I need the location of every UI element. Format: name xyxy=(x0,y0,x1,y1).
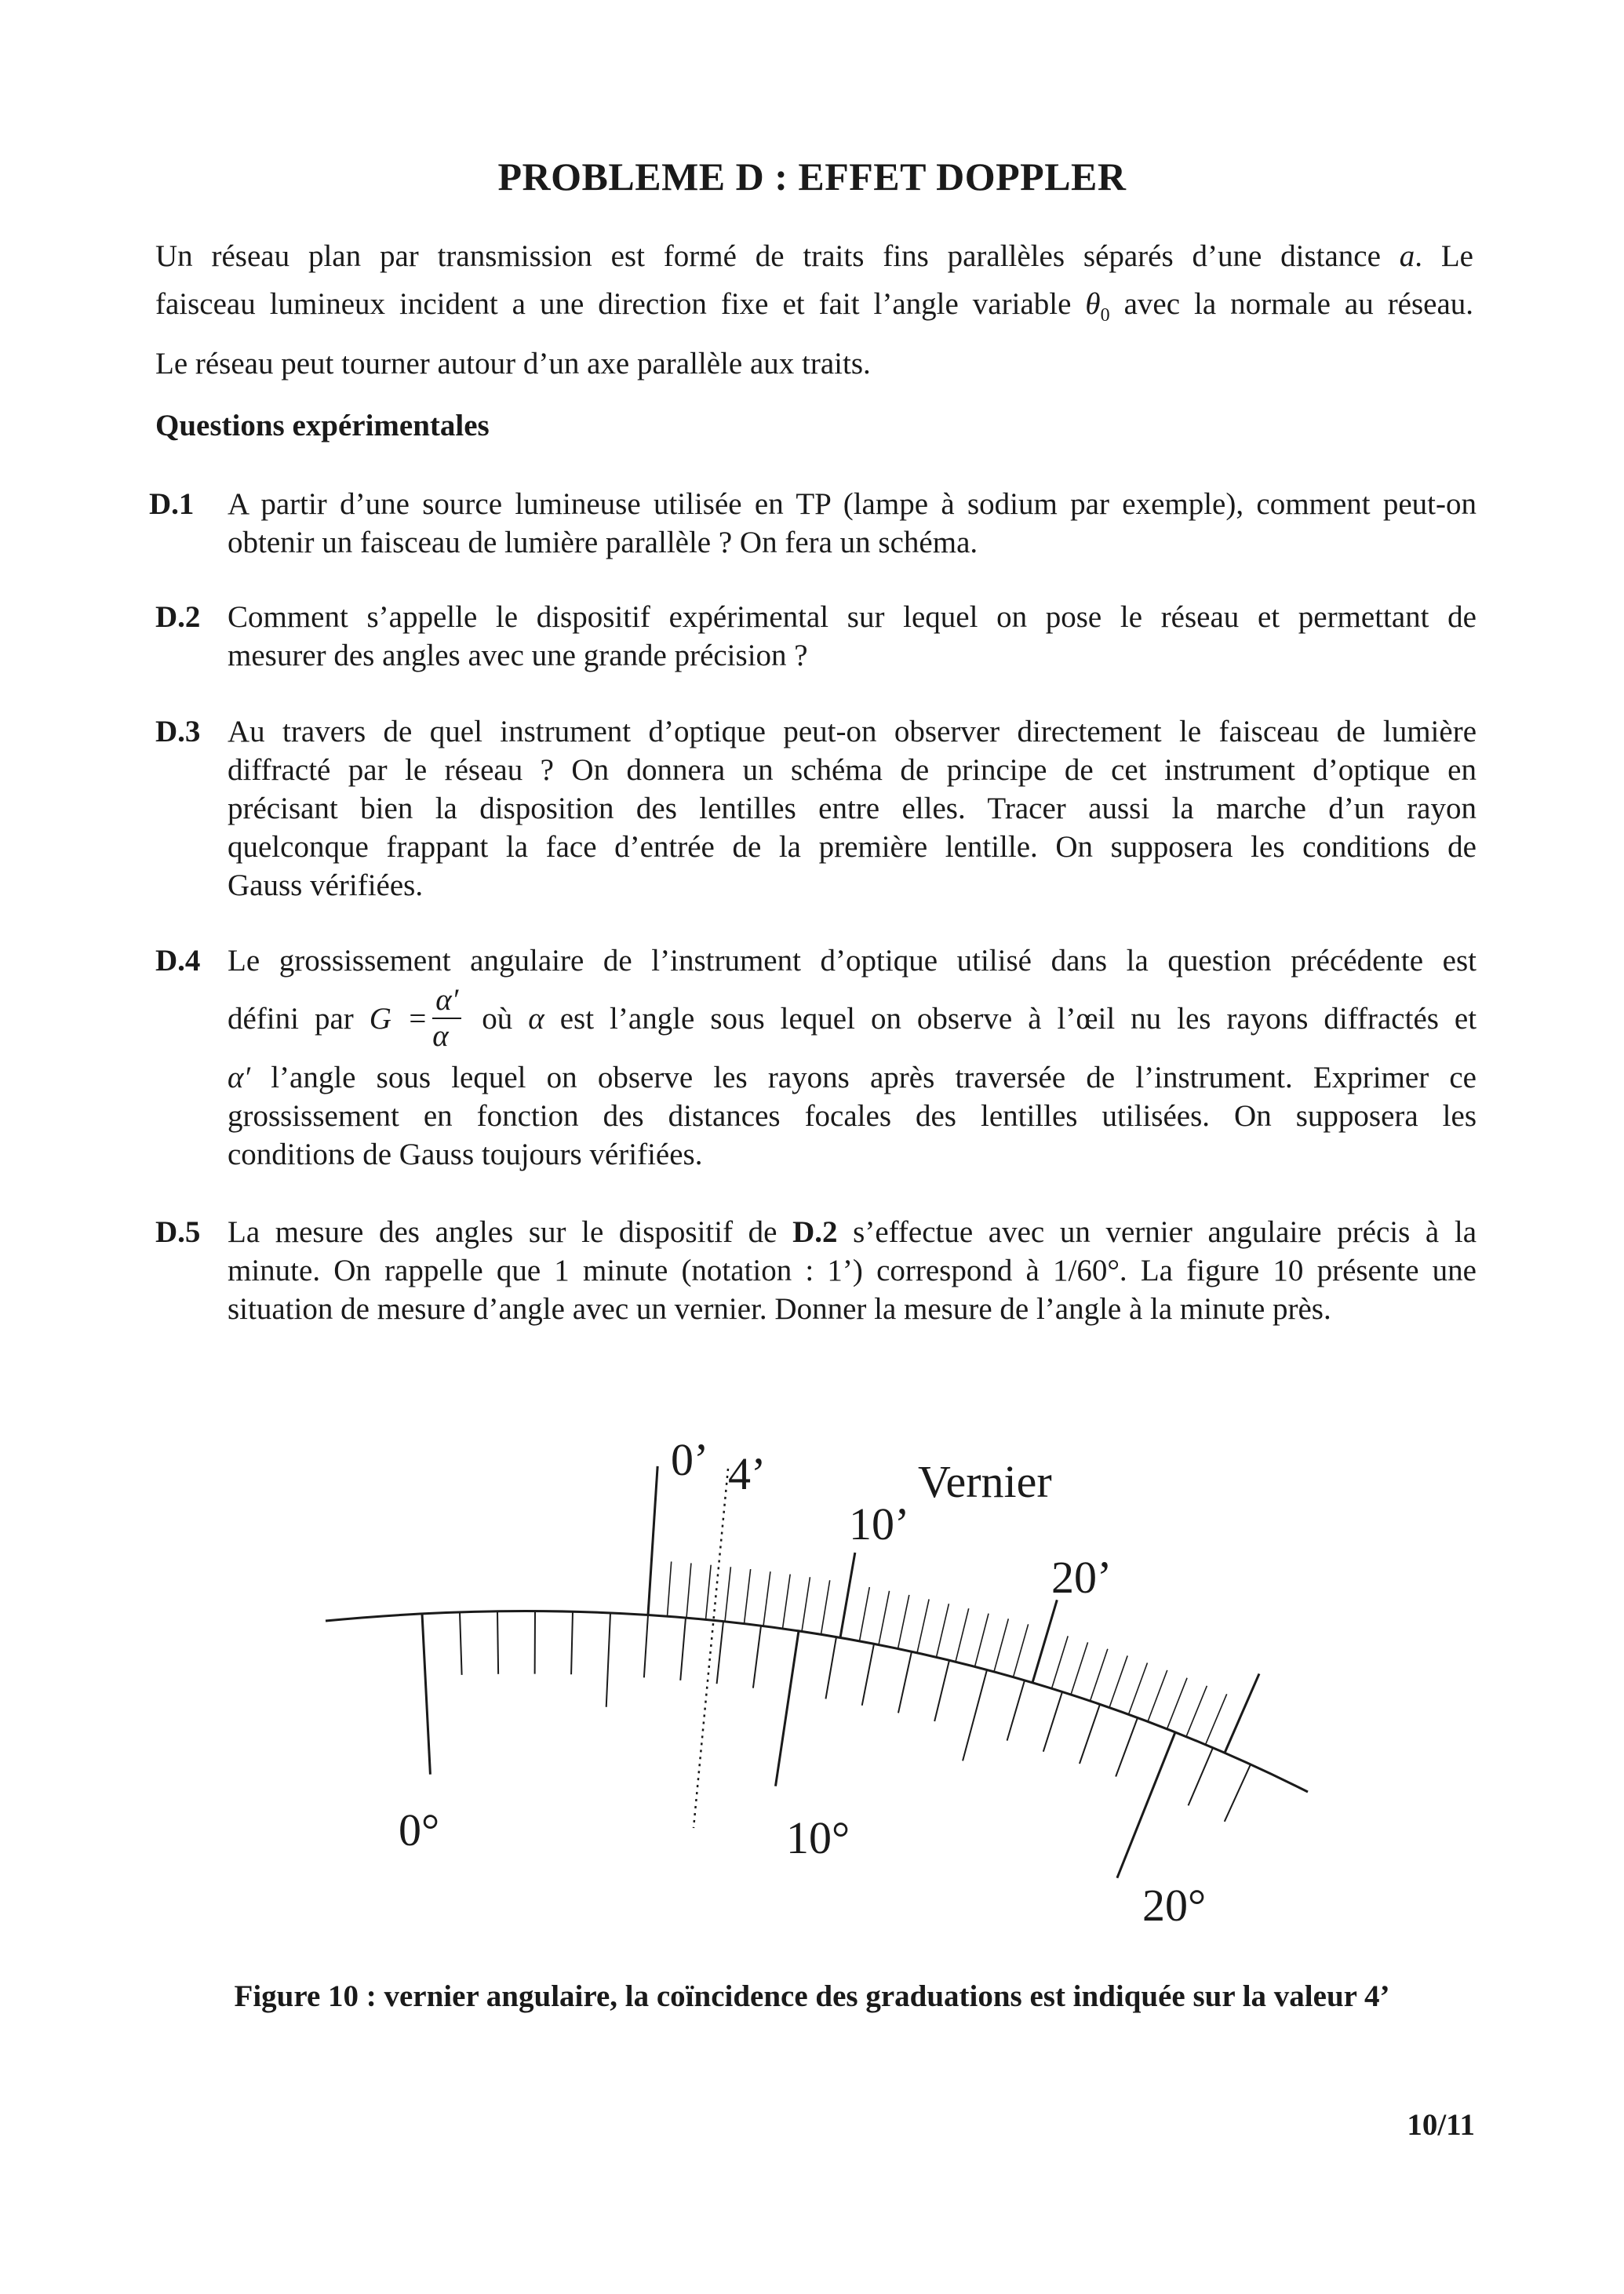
vernier-label-4: 4’ xyxy=(728,1448,766,1499)
main-label-20: 20° xyxy=(1142,1880,1207,1931)
vernier-major-tick xyxy=(648,1466,657,1615)
vernier-minor-tick xyxy=(668,1561,672,1616)
vernier-minor-tick xyxy=(725,1567,730,1622)
main-minor-tick xyxy=(644,1615,648,1678)
main-minor-tick xyxy=(571,1611,573,1674)
vernier-label-10: 10’ xyxy=(849,1498,910,1549)
main-minor-tick xyxy=(497,1611,498,1674)
vernier-minor-tick xyxy=(783,1575,791,1629)
main-minor-tick xyxy=(460,1612,462,1675)
main-minor-tick xyxy=(1225,1764,1251,1822)
main-major-tick xyxy=(1117,1732,1175,1878)
question-line: minute. On rappelle que 1 minute (notation : 1’) correspond à 1/60°. La figure 10 présente une xyxy=(228,1254,1477,1287)
main-minor-tick xyxy=(680,1618,686,1680)
main-minor-tick xyxy=(934,1660,949,1721)
vernier-minor-tick xyxy=(1206,1694,1227,1745)
vernier-minor-tick xyxy=(917,1599,929,1652)
vernier-minor-tick xyxy=(745,1569,751,1624)
page-title: PROBLEME D : EFFET DOPPLER xyxy=(497,155,1127,198)
vernier-minor-tick xyxy=(860,1587,870,1641)
question-line: Le grossissement angulaire de l’instrument d’optique utilisé dans la question précédente est xyxy=(228,944,1477,978)
vernier-minor-tick xyxy=(1052,1636,1069,1688)
question-line: A partir d’une source lumineuse utilisée en TP (lampe à sodium par exemple), comment peut-on xyxy=(228,487,1477,521)
main-minor-tick xyxy=(717,1622,723,1684)
question-number: D.3 xyxy=(155,715,201,748)
vernier-minor-tick xyxy=(994,1619,1008,1672)
vernier-label-0: 0’ xyxy=(671,1434,709,1485)
formula-fraction: $\frac{\alpha'}{\alpha}$ xyxy=(432,983,461,1054)
question-line: précisant bien la disposition des lentilles entre elles. Tracer aussi la marche d’un rayon xyxy=(228,792,1477,825)
intro-line-3: Le réseau peut tourner autour d’un axe parallèle aux traits. xyxy=(155,346,871,381)
main-minor-tick xyxy=(606,1613,610,1707)
main-minor-tick xyxy=(1007,1680,1025,1741)
section-title: Questions expérimentales xyxy=(155,409,490,442)
question-line: obtenir un faisceau de lumière parallèle ? On fera un schéma. xyxy=(228,526,978,559)
question-line: quelconque frappant la face d’entrée de la première lentille. On supposera les conditions de xyxy=(228,830,1477,864)
main-minor-tick xyxy=(825,1637,836,1699)
intro-line-2: faisceau lumineux incident a une direction fixe et fait l’angle variable $\theta_0$ avec la normale au réseau. xyxy=(155,287,1474,326)
vernier-major-tick xyxy=(840,1553,855,1637)
vernier-minor-tick xyxy=(975,1614,989,1667)
question-line: conditions de Gauss toujours vérifiées. xyxy=(228,1138,703,1171)
main-minor-tick xyxy=(1116,1717,1138,1776)
main-minor-tick xyxy=(1043,1691,1062,1751)
question-line: Au travers de quel instrument d’optique peut-on observer directement le faisceau de lumière xyxy=(228,715,1477,748)
question-line: mesurer des angles avec une grande précision ? xyxy=(228,639,808,672)
main-major-tick xyxy=(422,1614,430,1775)
figure-caption: Figure 10 : vernier angulaire, la coïncidence des graduations est indiquée sur la valeur 4’ xyxy=(234,1979,1390,2013)
vernier-minor-tick xyxy=(1129,1662,1148,1714)
vernier-minor-tick xyxy=(1071,1642,1088,1695)
question-line: grossissement en fonction des distances focales des lentilles utilisées. On supposera les xyxy=(228,1099,1477,1133)
vernier-minor-tick xyxy=(821,1580,830,1634)
main-label-10: 10° xyxy=(786,1812,850,1863)
question-number: D.5 xyxy=(155,1215,201,1249)
main-label-0: 0° xyxy=(399,1804,440,1855)
formula-lhs: G = xyxy=(369,1002,428,1036)
page-number: 10/11 xyxy=(1407,2108,1475,2142)
main-minor-tick xyxy=(898,1651,912,1713)
vernier-minor-tick xyxy=(1167,1678,1188,1729)
vernier-minor-tick xyxy=(879,1591,890,1645)
question-number: D.4 xyxy=(155,944,201,978)
question-line: α′ l’angle sous lequel on observe les rayons après traversée de l’instrument. Exprimer ce xyxy=(228,1061,1477,1094)
vernier-major-tick xyxy=(1032,1600,1057,1682)
vernier-minor-tick xyxy=(1186,1686,1207,1737)
question-line: La mesure des angles sur le dispositif de D.2 s’effectue avec un vernier angulaire précis à la xyxy=(228,1215,1477,1249)
vernier-minor-tick xyxy=(763,1571,770,1626)
vernier-label-20: 20’ xyxy=(1051,1552,1112,1603)
question-line: diffracté par le réseau ? On donnera un schéma de principe de cet instrument d’optique en xyxy=(228,753,1477,787)
question-number: D.1 xyxy=(149,487,195,521)
vernier-minor-tick xyxy=(802,1577,810,1631)
question-line: Gauss vérifiées. xyxy=(228,868,424,902)
vernier-major-tick xyxy=(1225,1673,1259,1753)
vernier-minor-tick xyxy=(898,1595,909,1649)
question-line: Comment s’appelle le dispositif expérimental sur lequel on pose le réseau et permettant de xyxy=(228,600,1477,634)
vernier-minor-tick xyxy=(706,1565,712,1620)
intro-line-1: Un réseau plan par transmission est formé de traits fins parallèles séparés d’une distance a. Le xyxy=(155,239,1473,273)
main-minor-tick xyxy=(753,1626,761,1688)
question-line: situation de mesure d’angle avec un vernier. Donner la mesure de l’angle à la minute près. xyxy=(228,1292,1331,1326)
main-major-tick xyxy=(776,1631,799,1786)
main-minor-tick xyxy=(963,1670,987,1761)
vernier-minor-tick xyxy=(1014,1624,1029,1677)
question-line-formula: défini par G = $\frac{\alpha'}{\alpha}$ où α est l’angle sous lequel on observe à l’œil nu les rayons diffractés et xyxy=(228,983,1477,1054)
vernier-arc xyxy=(326,1611,1308,1792)
vernier-title: Vernier xyxy=(918,1456,1052,1507)
vernier-scale-ticks xyxy=(648,1466,1259,1753)
vernier-minor-tick xyxy=(956,1608,969,1662)
vernier-minor-tick xyxy=(1091,1649,1108,1701)
question-number: D.2 xyxy=(155,600,201,634)
main-minor-tick xyxy=(1080,1704,1100,1764)
coincidence-dotted-line xyxy=(694,1469,728,1828)
vernier-minor-tick xyxy=(1148,1670,1167,1721)
vernier-minor-tick xyxy=(1109,1655,1127,1707)
main-minor-tick xyxy=(1189,1748,1213,1806)
vernier-minor-tick xyxy=(937,1604,949,1657)
vernier-minor-tick xyxy=(686,1563,691,1618)
main-minor-tick xyxy=(862,1644,874,1706)
